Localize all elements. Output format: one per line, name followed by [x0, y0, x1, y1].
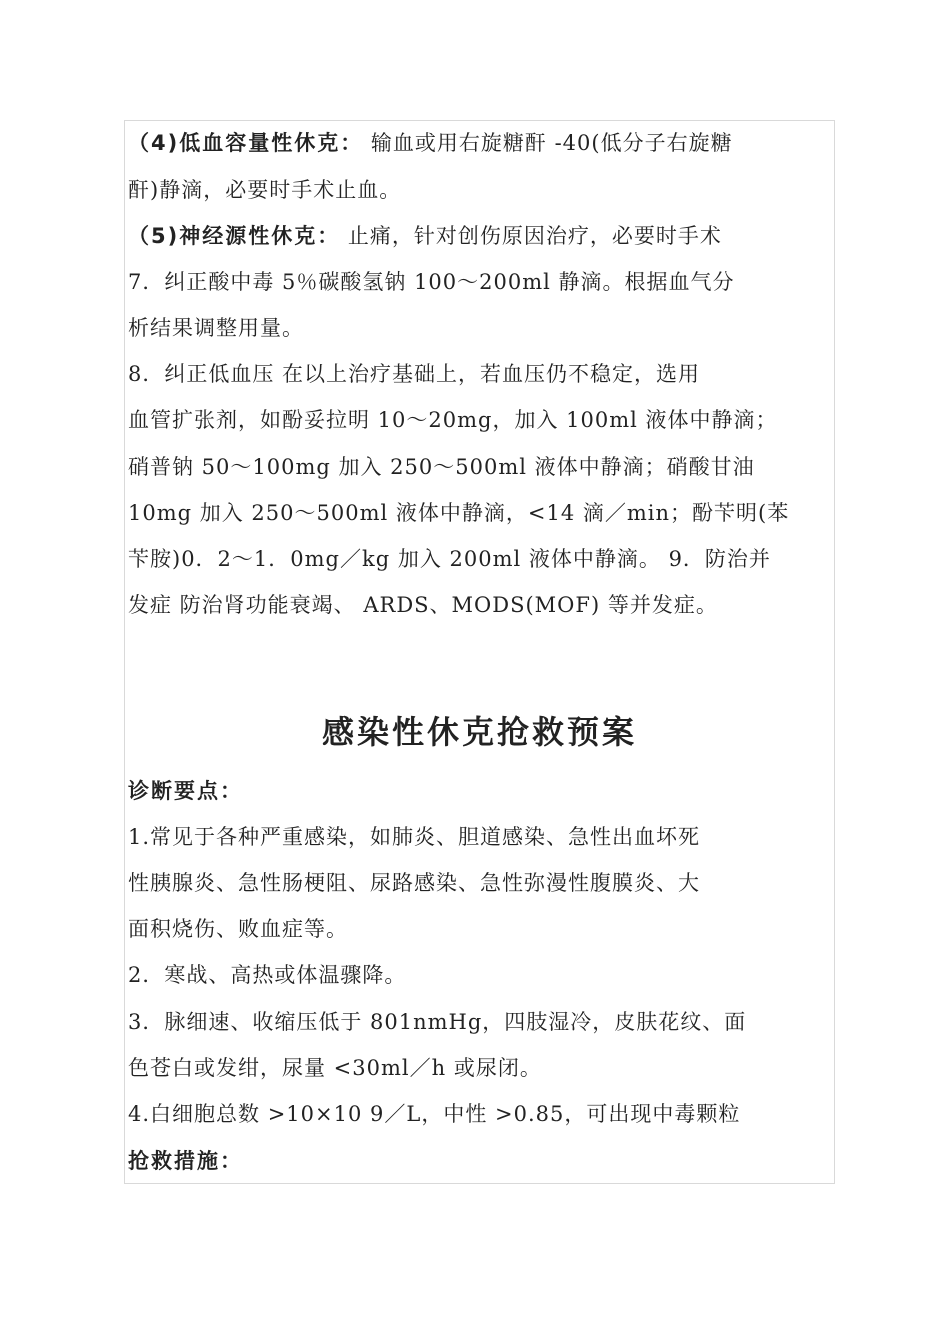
item5-line — [128, 221, 722, 251]
item8-line6: 发症 防治肾功能衰竭、 ARDS、MODS(MOF) 等并发症。 — [128, 593, 718, 617]
item7-line2: 析结果调整用量。 — [128, 316, 304, 340]
item4-line1 — [128, 128, 733, 158]
item8-line4: 10mg 加入 250～500ml 液体中静滴，<14 滴／min；酚苄明(苯 — [128, 501, 790, 525]
item4-line2: 酐)静滴，必要时手术止血。 — [128, 178, 402, 202]
item8-line2: 血管扩张剂，如酚妥拉明 10～20mg，加入 100ml 液体中静滴； — [128, 408, 778, 432]
rescue-heading: 抢救措施： — [128, 1149, 243, 1173]
item8-line5: 苄胺)0．2～1．0mg／kg 加入 200ml 液体中静滴。 9．防治并 — [128, 547, 771, 571]
item7-line1: 7．纠正酸中毒 5％碳酸氢钠 100～200ml 静滴。根据血气分 — [128, 270, 735, 294]
diagnosis-item2: 2．寒战、高热或体温骤降。 — [128, 963, 407, 987]
section-title: 感染性休克抢救预案 — [321, 713, 637, 751]
diagnosis-item3-line2: 色苍白或发绀，尿量 <30ml／h 或尿闭。 — [128, 1056, 542, 1080]
item8-line3: 硝普钠 50～100mg 加入 250～500ml 液体中静滴；硝酸甘油 — [128, 455, 755, 479]
diagnosis-item3-line1: 3．脉细速、收缩压低于 801nmHg，四肢湿冷，皮肤花纹、面 — [128, 1010, 747, 1034]
diagnosis-item1-line2: 性胰腺炎、急性肠梗阻、尿路感染、急性弥漫性腹膜炎、大 — [128, 871, 700, 895]
item5-text: 止痛，针对创伤原因治疗，必要时手术 — [340, 224, 722, 248]
diagnosis-item4: 4.白细胞总数 >10×10 9／L，中性 >0.85，可出现中毒颗粒 — [128, 1102, 741, 1126]
item4-text: 输血或用右旋糖酐 -40(低分子右旋糖 — [363, 131, 733, 155]
item5-label: （5)神经源性休克： — [128, 224, 341, 248]
diagnosis-heading: 诊断要点： — [128, 779, 243, 803]
item8-line1: 8．纠正低血压 在以上治疗基础上，若血压仍不稳定，选用 — [128, 362, 701, 386]
diagnosis-item1-line3: 面积烧伤、败血症等。 — [128, 917, 348, 941]
diagnosis-item1-line1: 1.常见于各种严重感染，如肺炎、胆道感染、急性出血坏死 — [128, 825, 701, 849]
item4-label: （4)低血容量性休克： — [128, 131, 364, 155]
